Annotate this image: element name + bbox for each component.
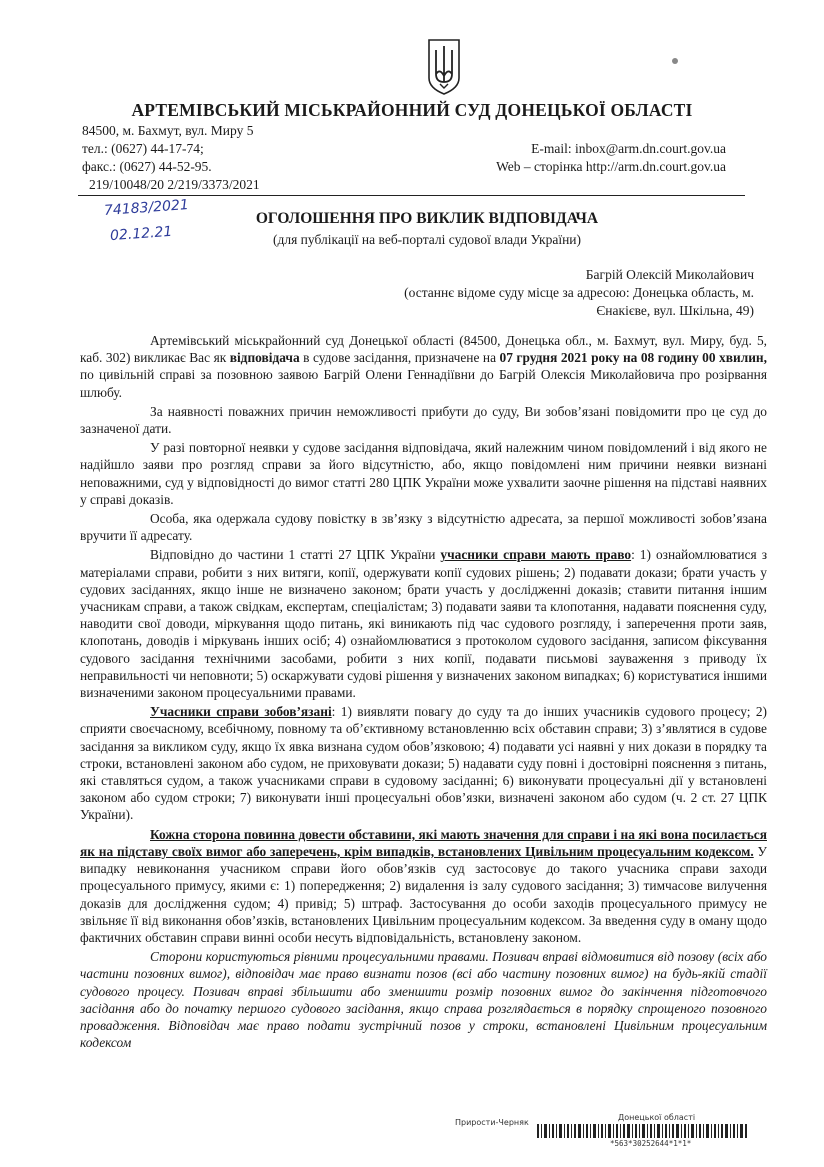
recipient-block [404,266,754,320]
scan-mark [672,58,678,64]
barcode-number: *563*30252644*1*1* [610,1139,692,1148]
paragraph-default-judgment: У разі повторної неявки у судове засідання відповідача, який належним чином повідомлений і від якого не надійшло заяви про розгляд справи за його відсутністю, або, якщо повідомлені ним причини неявки визнані неповажними, суд у відповідності до вимог статті 280 ЦПК України може ухвалити заочне рішення на підставі наявних у справі доказів. [80,440,767,507]
paragraph-notify: За наявності поважних причин неможливості прибути до суду, Ви зобов’язані повідомити про це суд до зазначеної дати. [80,403,767,437]
paragraph-evidence: Кожна сторона повинна довести обставини, які мають значення для справи і на які вона посилається як на підставу своїх вимог або заперечень, крім випадків, встановлених Цивільним процесуальним кодексом. У випадку невиконання учасником справи його обов’язків суд застосовує до такого учасника справи заходи процесуального примусу, якими є: 1) попередження; 2) видалення із залу судового засідання; 3) тимчасове вилучення доказів для дослідження судом; 4) привід; 5) штраф. Застосування до особи заходів процесуального примусу не звільняє її від виконання обов’язків, встановлених Цивільним процесуальним кодексом. За введення суду в оману щодо фактичних обставин справи винні особи несуть відповідальність, встановлену законом. [80,826,767,945]
paragraph-delivery: Особа, яка одержала судову повістку в зв’язку з відсутністю адресата, за першої можливості зобов’язана вручити її адресату. [80,511,767,544]
paragraph-obligations: Учасники справи зобов’язані: 1) виявляти повагу до суду та до інших учасників судового процесу; 2) сприяти своєчасному, всебічному, повному та об’єктивному встановленню всіх обставин справи; 3) з’являтися в судове засідання за викликом суду, якщо їх явка визнана судом обов’язковою; 4) подавати усі наявні у них докази в порядку та строки, встановлені законом або судом, не приховувати докази; 5) надавати суду повні і достовірні пояснення з питань, які ставляться судом, а також учасниками справи в судовому засіданні; 6) виконувати процесуальні дії у встановлені законом або судом строки; 7) виконувати інші процесуальні обов’язки, визначені законом або судом (ч. 2 ст. 27 ЦПК України). [80,704,768,823]
header-divider [78,195,745,196]
registry-stamp: Прирости-Черняк [455,1118,529,1127]
paragraph-summons: Артемівський міськрайонний суд Донецької області (84500, Донецька обл., м. Бахмут, вул. Миру, буд. 5, каб. 302) викликає Вас як відповідача в судове засідання, призначене на 07 грудня 2021 року на 08 годину 00 хвилин, по цивільній справі за позовною заявою Багрій Олени Геннадіївни до Багрій Олексія Миколайовича про розірвання шлюбу. [80,333,767,400]
court-address: 84500, м. Бахмут, вул. Миру 5 [82,123,254,138]
paragraph-equal-rights: Сторони користуються рівними процесуальними правами. Позивач вправі відмовитися від позову (всіх або частини позовних вимог), відповідач має право визнати позов (всі або частину позовних вимог) на будь-якій стадії судового процесу. Позивач вправі збільшити або зменшити розмір позовних вимог до закінчення підготовчого засідання або до початку першого судового засідання, якщо справа розглядається в порядку спрощеного позовного провадження. Відповідач має право подати зустрічний позов у строки, встановлені Цивільним процесуальним кодексом [80,949,767,1051]
court-website: Web – сторінка http://arm.dn.court.gov.ua [496,159,726,174]
recipient-address-line2: Єнакієве, вул. Шкільна, 49) [596,303,754,318]
paragraph-rights: Відповідно до частини 1 статті 27 ЦПК України учасники справи мають право: 1) ознайомлюватися з матеріалами справи, робити з них витяги, копії, одержувати копії судових рішень; 2) подавати докази; брати участь у судових засіданнях, якщо інше не визначено законом; брати участь у дослідженні доказів; ставити питання іншим учасникам справи, а також свідкам, експертам, спеціалістам; 3) подавати заяви та клопотання, надавати пояснення суду, наводити свої доводи, міркування щодо питань, які виникають під час судового розгляду, і заперечення проти заяв, клопотань, доводів і міркувань інших осіб; 4) ознайомлюватися з протоколом судового засідання, записом фіксування судового засідання технічними засобами, робити з них копії, подавати письмові зауваження з приводу їх неправильності чи неповноти; 5) оскаржувати судові рішення у визначених законом випадках; 6) користуватися іншими визначеними законом процесуальними правами. [80,547,767,701]
court-fax: факс.: (0627) 44-52-95. [82,159,212,174]
notice-subtitle: (для публікації на веб-порталі судової влади України) [272,232,582,247]
court-name: АРТЕМІВСЬКИЙ МІСЬКРАЙОННИЙ СУД ДОНЕЦЬКОЇ ОБЛАСТІ [131,100,693,120]
recipient-address-line1: (останнє відоме суду місце за адресою: Донецька область, м. [404,285,754,300]
handwritten-date: 02.12.21 [109,223,173,245]
notice-body [80,332,767,1051]
stamp-region: Донецької області [618,1113,696,1122]
notice-title: ОГОЛОШЕННЯ ПРО ВИКЛИК ВІДПОВІДАЧА [255,210,599,227]
case-number: 219/10048/20 2/219/3373/2021 [89,177,260,192]
court-phone: тел.: (0627) 44-17-74; [82,141,204,156]
handwritten-reg-number: 74183/2021 [103,197,190,219]
recipient-name: Багрій Олексій Миколайович [585,267,754,282]
barcode [537,1124,747,1138]
court-email: E-mail: inbox@arm.dn.court.gov.ua [531,141,726,156]
trident-emblem-icon [427,38,461,96]
